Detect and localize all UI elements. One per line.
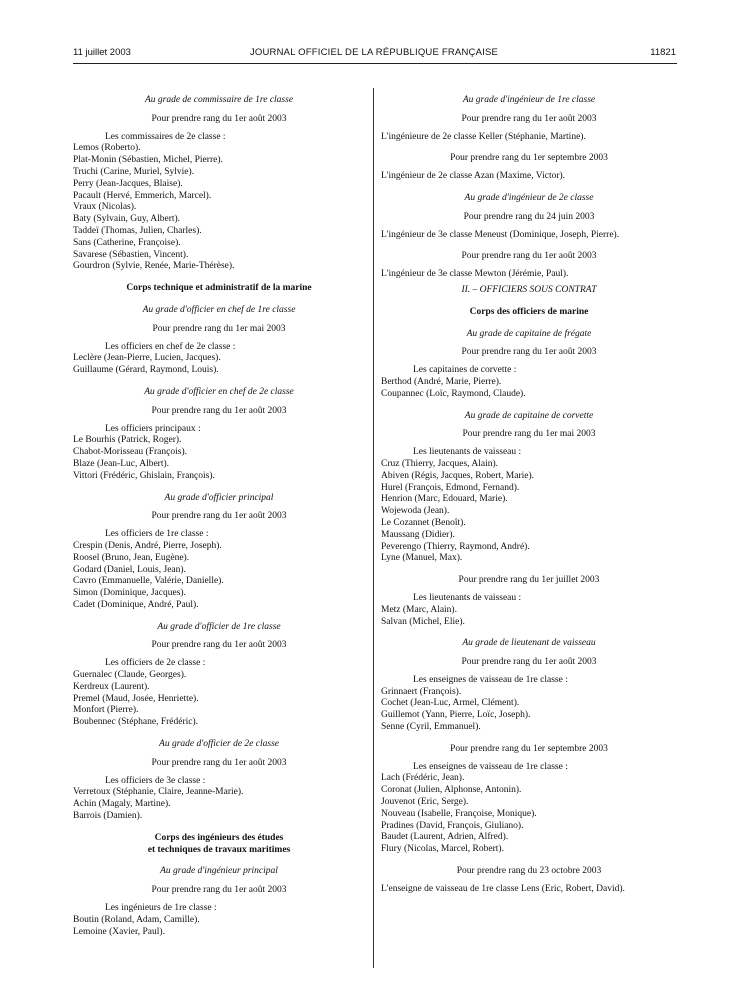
name-entry: Jouvenot (Eric, Serge). — [381, 797, 469, 808]
grade-heading: Au grade d'officier en chef de 1re classe — [142, 304, 296, 315]
name-entry: Cruz (Thierry, Jacques, Alain). — [381, 458, 499, 469]
name-entry: Monfort (Pierre). — [73, 705, 139, 716]
name-entry: Achin (Magaly, Martine). — [73, 799, 171, 810]
rang-line: Pour prendre rang du 1er septembre 2003 — [450, 153, 608, 164]
corps-heading: Corps des ingénieurs des études — [154, 832, 284, 843]
rang-line: Pour prendre rang du 1er août 2003 — [151, 113, 287, 124]
name-entry: L'enseigne de vaisseau de 1re classe Lens (Eric, Robert, David). — [381, 883, 625, 894]
name-entry: Guernalec (Claude, Georges). — [73, 670, 187, 681]
header-rule — [73, 63, 677, 64]
list-intro: Les capitaines de corvette : — [413, 365, 517, 376]
grade-heading: Au grade d'officier principal — [164, 492, 274, 503]
list-intro: Les lieutenants de vaisseau : — [413, 447, 522, 458]
name-entry: Metz (Marc, Alain). — [381, 604, 457, 615]
rang-line: Pour prendre rang du 24 juin 2003 — [463, 211, 595, 222]
name-entry: Truchi (Carine, Muriel, Sylvie). — [73, 166, 195, 177]
rang-line: Pour prendre rang du 1er août 2003 — [461, 347, 597, 358]
name-entry: Guillemot (Yann, Pierre, Loïc, Joseph). — [381, 710, 531, 721]
name-entry: Savarese (Sébastien, Vincent). — [73, 249, 189, 260]
name-entry: Kerdreux (Laurent). — [73, 681, 150, 692]
rang-line: Pour prendre rang du 1er août 2003 — [151, 885, 287, 896]
left-column — [73, 95, 365, 938]
name-entry: Coupannec (Loïc, Raymond, Claude). — [381, 388, 526, 399]
list-intro: Les officiers de 3e classe : — [105, 775, 206, 786]
rang-line: Pour prendre rang du 1er août 2003 — [461, 657, 597, 668]
corps-heading: Corps des officiers de marine — [469, 306, 589, 317]
name-entry: Berthod (André, Marie, Pierre). — [381, 376, 502, 387]
right-column — [381, 95, 677, 896]
rang-line: Pour prendre rang du 23 octobre 2003 — [456, 866, 602, 877]
name-entry: Salvan (Michel, Elie). — [381, 616, 465, 627]
name-entry: Lemos (Roberto). — [73, 143, 141, 154]
name-entry: Simon (Dominique, Jacques). — [73, 588, 186, 599]
section-heading: II. – OFFICIERS SOUS CONTRAT — [461, 284, 597, 295]
name-entry: L'ingénieur de 2e classe Azan (Maxime, Victor). — [381, 171, 566, 182]
grade-heading: Au grade de commissaire de 1re classe — [144, 95, 294, 105]
list-intro: Les ingénieurs de 1re classe : — [105, 903, 217, 914]
name-entry: Guillaume (Gérard, Raymond, Louis). — [73, 365, 219, 376]
rang-line: Pour prendre rang du 1er août 2003 — [151, 640, 287, 651]
name-entry: Coronat (Julien, Alphonse, Antonin). — [381, 785, 522, 796]
name-entry: Blaze (Jean-Luc, Albert). — [73, 458, 170, 469]
grade-heading: Au grade d'ingénieur principal — [160, 866, 278, 877]
name-entry: L'ingénieur de 3e classe Meneust (Dominique, Joseph, Pierre). — [381, 229, 620, 240]
header-page-number: 11821 — [650, 47, 676, 58]
corps-heading: Corps technique et administratif de la marine — [126, 283, 312, 294]
name-entry: L'ingénieure de 2e classe Keller (Stéphanie, Martine). — [381, 131, 586, 142]
name-entry: Chabot-Morisseau (François). — [73, 447, 187, 458]
list-intro: Les commissaires de 2e classe : — [105, 131, 226, 142]
name-entry: L'ingénieur de 3e classe Mewton (Jérémie, Paul). — [381, 269, 569, 280]
grade-heading: Au grade d'officier de 1re classe — [157, 621, 281, 632]
rang-line: Pour prendre rang du 1er août 2003 — [151, 405, 287, 416]
name-entry: Leclère (Jean-Pierre, Lucien, Jacques). — [73, 353, 221, 364]
rang-line: Pour prendre rang du 1er août 2003 — [461, 251, 597, 262]
name-entry: Lyne (Manuel, Max). — [381, 553, 463, 564]
rang-line: Pour prendre rang du 1er juillet 2003 — [458, 575, 600, 586]
name-entry: Nouveau (Isabelle, Françoise, Monique). — [381, 808, 537, 819]
rang-line: Pour prendre rang du 1er août 2003 — [151, 757, 287, 768]
list-intro: Les officiers principaux : — [105, 423, 201, 434]
name-entry: Senne (Cyril, Emmanuel). — [381, 722, 481, 733]
name-entry: Crespin (Denis, André, Pierre, Joseph). — [73, 540, 222, 551]
name-entry: Sans (Catherine, Françoise). — [73, 237, 181, 248]
grade-heading: Au grade d'officier en chef de 2e classe — [144, 386, 294, 397]
list-intro: Les lieutenants de vaisseau : — [413, 592, 522, 603]
corps-heading: et techniques de travaux maritimes — [147, 844, 291, 855]
name-entry: Abiven (Régis, Jacques, Robert, Marie). — [381, 470, 535, 481]
grade-heading: Au grade d'ingénieur de 2e classe — [464, 192, 594, 203]
rang-line: Pour prendre rang du 1er août 2003 — [461, 113, 597, 124]
list-intro: Les enseignes de vaisseau de 1re classe : — [413, 674, 568, 685]
name-entry: Lach (Frédéric, Jean). — [381, 773, 465, 784]
header-date: 11 juillet 2003 — [73, 47, 131, 58]
name-entry: Premel (Maud, Josée, Henriette). — [73, 693, 199, 704]
name-entry: Pradines (David, François, Giuliano). — [381, 820, 524, 831]
name-entry: Boubennec (Stéphane, Frédéric). — [73, 717, 199, 728]
name-entry: Cavro (Emmanuelle, Valérie, Danielle). — [73, 576, 224, 587]
list-intro: Les officiers de 2e classe : — [105, 658, 206, 669]
name-entry: Grinnaert (François). — [381, 686, 462, 697]
name-entry: Cochet (Jean-Luc, Armel, Clément). — [381, 698, 520, 709]
name-entry: Lemoine (Xavier, Paul). — [73, 926, 165, 937]
page-header — [0, 47, 748, 63]
grade-heading: Au grade de capitaine de frégate — [466, 328, 592, 339]
name-entry: Taddeï (Thomas, Julien, Charles). — [73, 225, 202, 236]
list-intro: Les officiers de 1re classe : — [105, 529, 209, 540]
name-entry: Maussang (Didier). — [381, 529, 455, 540]
name-entry: Henrion (Marc, Edouard, Marie). — [381, 494, 508, 505]
rang-line: Pour prendre rang du 1er mai 2003 — [152, 323, 286, 334]
grade-heading: Au grade d'ingénieur de 1re classe — [462, 95, 596, 105]
name-entry: Cadet (Dominique, André, Paul). — [73, 599, 199, 610]
name-entry: Hurel (François, Edmond, Fernand). — [381, 482, 520, 493]
rang-line: Pour prendre rang du 1er août 2003 — [151, 511, 287, 522]
grade-heading: Au grade d'officier de 2e classe — [159, 739, 279, 750]
name-entry: Barrois (Damien). — [73, 811, 143, 822]
name-entry: Flury (Nicolas, Marcel, Robert). — [381, 844, 504, 855]
name-entry: Godard (Daniel, Louis, Jean). — [73, 564, 186, 575]
column-divider — [373, 88, 374, 968]
list-intro: Les officiers en chef de 2e classe : — [105, 341, 236, 352]
name-entry: Baty (Sylvain, Guy, Albert). — [73, 214, 181, 225]
list-intro: Les enseignes de vaisseau de 1re classe : — [413, 761, 568, 772]
name-entry: Boutin (Roland, Adam, Camille). — [73, 914, 200, 925]
name-entry: Vraux (Nicolas). — [73, 202, 137, 213]
name-entry: Le Bourhis (Patrick, Roger). — [73, 435, 182, 446]
name-entry: Baudet (Laurent, Adrien, Alfred). — [381, 832, 509, 843]
rang-line: Pour prendre rang du 1er septembre 2003 — [450, 743, 608, 754]
name-entry: Plat-Monin (Sébastien, Michel, Pierre). — [73, 155, 223, 166]
header-title: JOURNAL OFFICIEL DE LA RÉPUBLIQUE FRANÇAISE — [249, 47, 499, 58]
name-entry: Wojewoda (Jean). — [381, 506, 450, 517]
name-entry: Pacault (Hervé, Emmerich, Marcel). — [73, 190, 212, 201]
grade-heading: Au grade de lieutenant de vaisseau — [462, 638, 596, 649]
name-entry: Peverengo (Thierry, Raymond, André). — [381, 541, 530, 552]
name-entry: Verretoux (Stéphanie, Claire, Jeanne-Marie). — [73, 787, 244, 798]
name-entry: Vittori (Frédéric, Ghislain, François). — [73, 470, 215, 481]
rang-line: Pour prendre rang du 1er mai 2003 — [462, 429, 596, 440]
name-entry: Le Cozannet (Benoît). — [381, 517, 466, 528]
grade-heading: Au grade de capitaine de corvette — [464, 410, 594, 421]
name-entry: Roosel (Bruno, Jean, Eugène). — [73, 552, 190, 563]
name-entry: Perry (Jean-Jacques, Blaise). — [73, 178, 183, 189]
name-entry: Gourdron (Sylvie, Renée, Marie-Thérèse). — [73, 261, 235, 272]
